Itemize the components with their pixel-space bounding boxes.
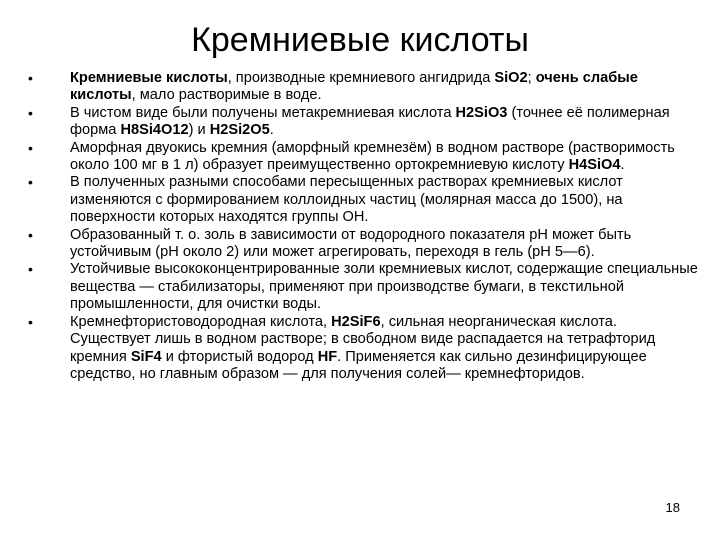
item-text: В полученных разными способами пересыщенных растворах кремниевых кислот изменяются с формированием коллоидных частиц (молярная масса до 1500), на поверхности которых находятся группы ОН.: [70, 174, 623, 226]
item-text: H4SiO4: [568, 157, 621, 174]
item-text: Кремниевые кислоты: [70, 70, 228, 86]
item-text: SiO2: [494, 70, 528, 86]
bullet-item: [28, 174, 700, 226]
item-text: Устойчивые высококонцентрированные золи кремниевых кислот, содержащие специальные вещества — стабилизаторы, применяют при производстве бумаги, в текстильной промышленности, для очистки воды.: [70, 261, 698, 313]
bullet-item: [28, 140, 700, 175]
bullet-item: [28, 314, 700, 384]
item-text: (точнее её полимерная форма: [70, 104, 670, 139]
bullet-icon: •: [28, 313, 33, 330]
bullet-icon: •: [28, 226, 33, 243]
item-text: Аморфная двуокись кремния (аморфный кремнезём) в водном растворе (растворимость около 100 мг в 1 л) образует преимущественно ортокремниевую кислоту: [70, 139, 675, 174]
item-text: H2Si2O5: [209, 122, 270, 139]
item-text: H2SiO3: [455, 104, 508, 121]
bullet-list: [28, 70, 700, 383]
slide-number: 18: [665, 500, 680, 515]
bullet-item: [28, 261, 700, 313]
bullet-icon: •: [28, 139, 33, 156]
item-text: и фтористый водород: [161, 348, 318, 365]
bullet-icon: •: [28, 174, 33, 191]
item-text: H2SiF6: [331, 313, 381, 330]
item-text: .: [269, 122, 274, 139]
item-text: ) и: [188, 122, 210, 139]
bullet-item: [28, 227, 700, 262]
bullet-item: [28, 105, 700, 140]
bullet-item: [28, 70, 700, 105]
bullet-icon: •: [28, 261, 33, 278]
item-text: , производные кремниевого ангидрида: [227, 70, 495, 86]
item-text: . Применяется как сильно дезинфицирующее средство, но главным образом — для получения солей— кремнефторидов.: [70, 348, 647, 382]
item-text: SiF4: [130, 348, 162, 365]
item-text: В чистом виде были получены метакремниевая кислота: [70, 104, 456, 121]
bullet-icon: •: [28, 70, 33, 86]
slide-title: Кремниевые кислоты: [191, 21, 529, 59]
bullet-icon: •: [28, 104, 33, 121]
item-text: HF: [317, 348, 338, 365]
item-text: , сильная неорганическая кислота. Существует лишь в водном растворе; в свободном виде распадается на тетрафторид кремния: [70, 313, 656, 365]
item-text: ;: [527, 70, 536, 86]
item-text: .: [620, 157, 625, 174]
item-text: очень слабые кислоты: [70, 70, 638, 104]
item-text: Кремнефтористоводородная кислота,: [70, 313, 332, 330]
item-text: H8Si4O12: [120, 122, 189, 139]
item-text: Образованный т. о. золь в зависимости от водородного показателя pH может быть устойчивым (pH около 2) или может агрегировать, переходя в гель (pH 5—6).: [70, 226, 632, 261]
item-text: , мало растворимые в воде.: [131, 87, 322, 104]
